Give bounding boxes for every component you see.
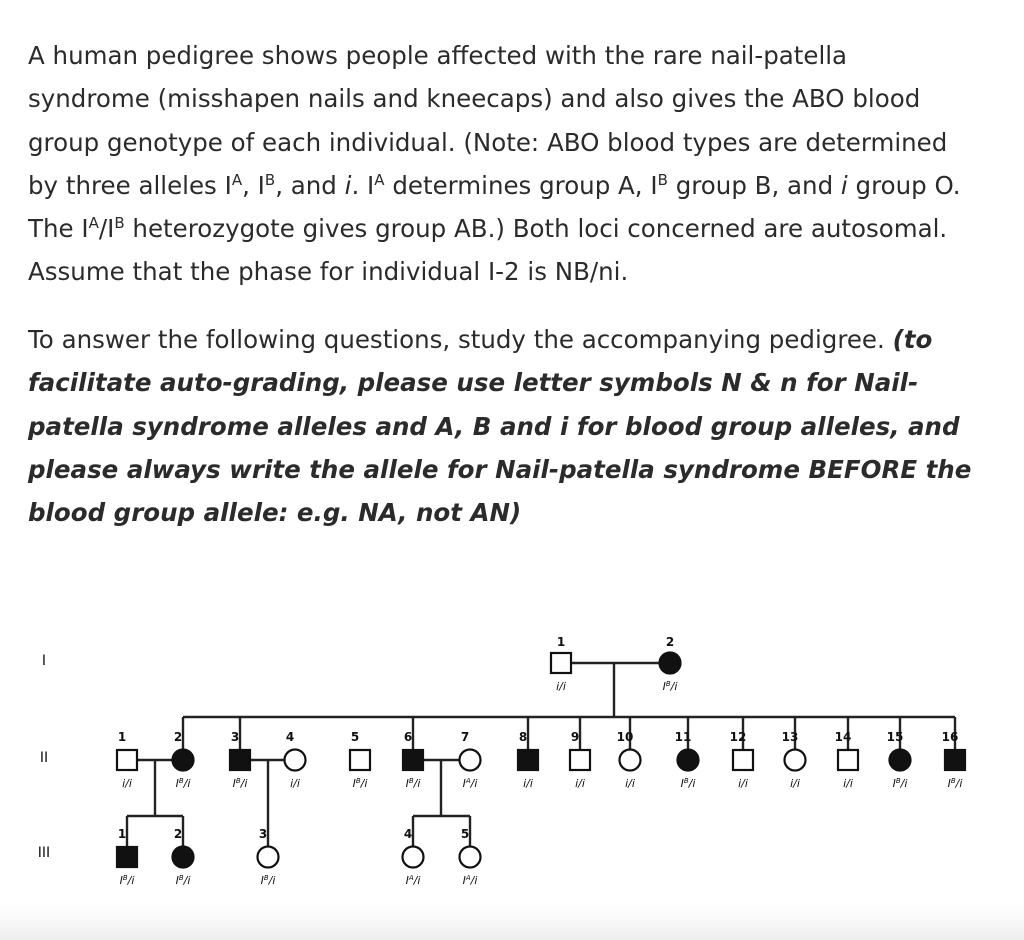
text-line — [28, 171, 961, 200]
generation-label: II — [39, 750, 49, 766]
text-run: i — [840, 170, 848, 200]
individual-number: 15 — [886, 730, 904, 744]
text-line: group genotype of each individual. (Note: ABO blood types are determined — [28, 127, 948, 157]
question-paragraph-1 — [28, 34, 1000, 294]
individual-number: 4 — [403, 827, 413, 841]
pedigree-diagram — [0, 610, 1024, 900]
individual-number: 6 — [403, 730, 413, 744]
superscript: A — [231, 170, 243, 189]
affected-female-circle — [678, 750, 699, 771]
individual-number: 11 — [674, 730, 692, 744]
affected-male-square — [945, 750, 965, 770]
superscript: A — [88, 214, 99, 233]
individual-number: 12 — [729, 730, 747, 744]
superscript: B — [264, 170, 276, 189]
unaffected-female-circle — [460, 847, 481, 868]
individual-number: 2 — [665, 635, 675, 649]
text-line — [28, 214, 947, 243]
unaffected-male-square — [733, 750, 753, 770]
text-run: , I — [242, 170, 265, 200]
unaffected-female-circle — [620, 750, 641, 771]
affected-female-circle — [660, 653, 681, 674]
affected-male-square — [117, 847, 137, 867]
genotype-label: i/i — [738, 777, 748, 790]
genotype-label: i/i — [122, 777, 132, 790]
genotype-label: $I^B/i$ — [175, 777, 191, 790]
individual-number: 1 — [117, 827, 127, 841]
text-run: , and — [275, 170, 345, 200]
genotype-label: $I^B/i$ — [405, 777, 421, 790]
individual-number: 1 — [117, 730, 127, 744]
individual-number: 5 — [460, 827, 470, 841]
genotype-label: i/i — [290, 777, 300, 790]
individual-number: 14 — [834, 730, 852, 744]
genotype-label: i/i — [523, 777, 533, 790]
text-run: by three alleles I — [28, 170, 232, 200]
unaffected-female-circle — [258, 847, 279, 868]
text-run: heterozygote gives group AB.) Both loci concerned are autosomal. — [124, 214, 948, 244]
unaffected-male-square — [838, 750, 858, 770]
genotype-label: i/i — [790, 777, 800, 790]
text-run: i — [344, 170, 352, 200]
generation-label: I — [41, 653, 47, 669]
genotype-label: $I^B/i$ — [680, 777, 696, 790]
superscript: B — [114, 214, 125, 233]
genotype-label: $I^B/i$ — [260, 874, 276, 887]
genotype-label: i/i — [556, 680, 566, 693]
individual-number: 13 — [781, 730, 799, 744]
individual-number: 4 — [285, 730, 295, 744]
unaffected-male-square — [117, 750, 137, 770]
superscript: B — [657, 170, 668, 189]
individual-number: 2 — [173, 730, 183, 744]
genotype-label: i/i — [575, 777, 585, 790]
grading-instructions-text: (to facilitate auto-grading, please use letter symbols N & n for Nail-patella syndrome alleles and A, B and i for blood group alleles, and please always write the allele for Nail-patella syndrome BEFORE the blood group allele: e.g. NA, not AN) — [28, 325, 972, 528]
text-run: . I — [351, 170, 375, 200]
genotype-label: $I^B/i$ — [662, 680, 678, 693]
genotype-label: $I^B/i$ — [175, 874, 191, 887]
unaffected-male-square — [350, 750, 370, 770]
unaffected-female-circle — [460, 750, 481, 771]
unaffected-female-circle — [785, 750, 806, 771]
individual-number: 1 — [556, 635, 566, 649]
unaffected-female-circle — [285, 750, 306, 771]
text-run: determines group A, I — [384, 170, 658, 200]
individual-number: 5 — [350, 730, 360, 744]
individual-number: 16 — [941, 730, 959, 744]
text-run: group O. — [847, 170, 961, 200]
individual-number: 3 — [258, 827, 268, 841]
affected-male-square — [518, 750, 538, 770]
text-line: syndrome (misshapen nails and kneecaps) and also gives the ABO blood — [28, 84, 921, 114]
affected-female-circle — [173, 847, 194, 868]
genotype-label: i/i — [625, 777, 635, 790]
text-line: A human pedigree shows people affected with the rare nail-patella — [28, 41, 848, 70]
instructions-text: To answer the following questions, study the accompanying pedigree. — [28, 325, 893, 354]
genotype-label: $I^A/i$ — [405, 874, 421, 887]
affected-male-square — [230, 750, 250, 770]
individual-number: 2 — [173, 827, 183, 841]
affected-female-circle — [890, 750, 911, 771]
genotype-label: $I^A/i$ — [462, 777, 478, 790]
text-run: The I — [28, 214, 89, 244]
genotype-label: i/i — [843, 777, 853, 790]
unaffected-male-square — [570, 750, 590, 770]
text-line: Assume that the phase for individual I-2 is NB/ni. — [28, 257, 629, 287]
genotype-label: $I^B/i$ — [352, 777, 368, 790]
text-run: /I — [98, 214, 115, 244]
unaffected-male-square — [551, 653, 571, 673]
genotype-label: $I^B/i$ — [892, 777, 908, 790]
unaffected-female-circle — [403, 847, 424, 868]
superscript: A — [374, 170, 385, 189]
affected-male-square — [403, 750, 423, 770]
individual-number: 3 — [230, 730, 240, 744]
generation-label: III — [37, 845, 51, 861]
individual-number: 8 — [518, 730, 528, 744]
individual-number: 7 — [460, 730, 470, 744]
text-run: group B, and — [667, 170, 841, 200]
individual-number: 10 — [616, 730, 634, 744]
question-paragraph-2 — [28, 318, 1000, 534]
individual-number: 9 — [570, 730, 580, 744]
affected-female-circle — [173, 750, 194, 771]
genotype-label: $I^A/i$ — [462, 874, 478, 887]
genotype-label: $I^B/i$ — [119, 874, 135, 887]
genotype-label: $I^B/i$ — [232, 777, 248, 790]
bottom-edge — [0, 905, 1024, 940]
genotype-label: $I^B/i$ — [947, 777, 963, 790]
